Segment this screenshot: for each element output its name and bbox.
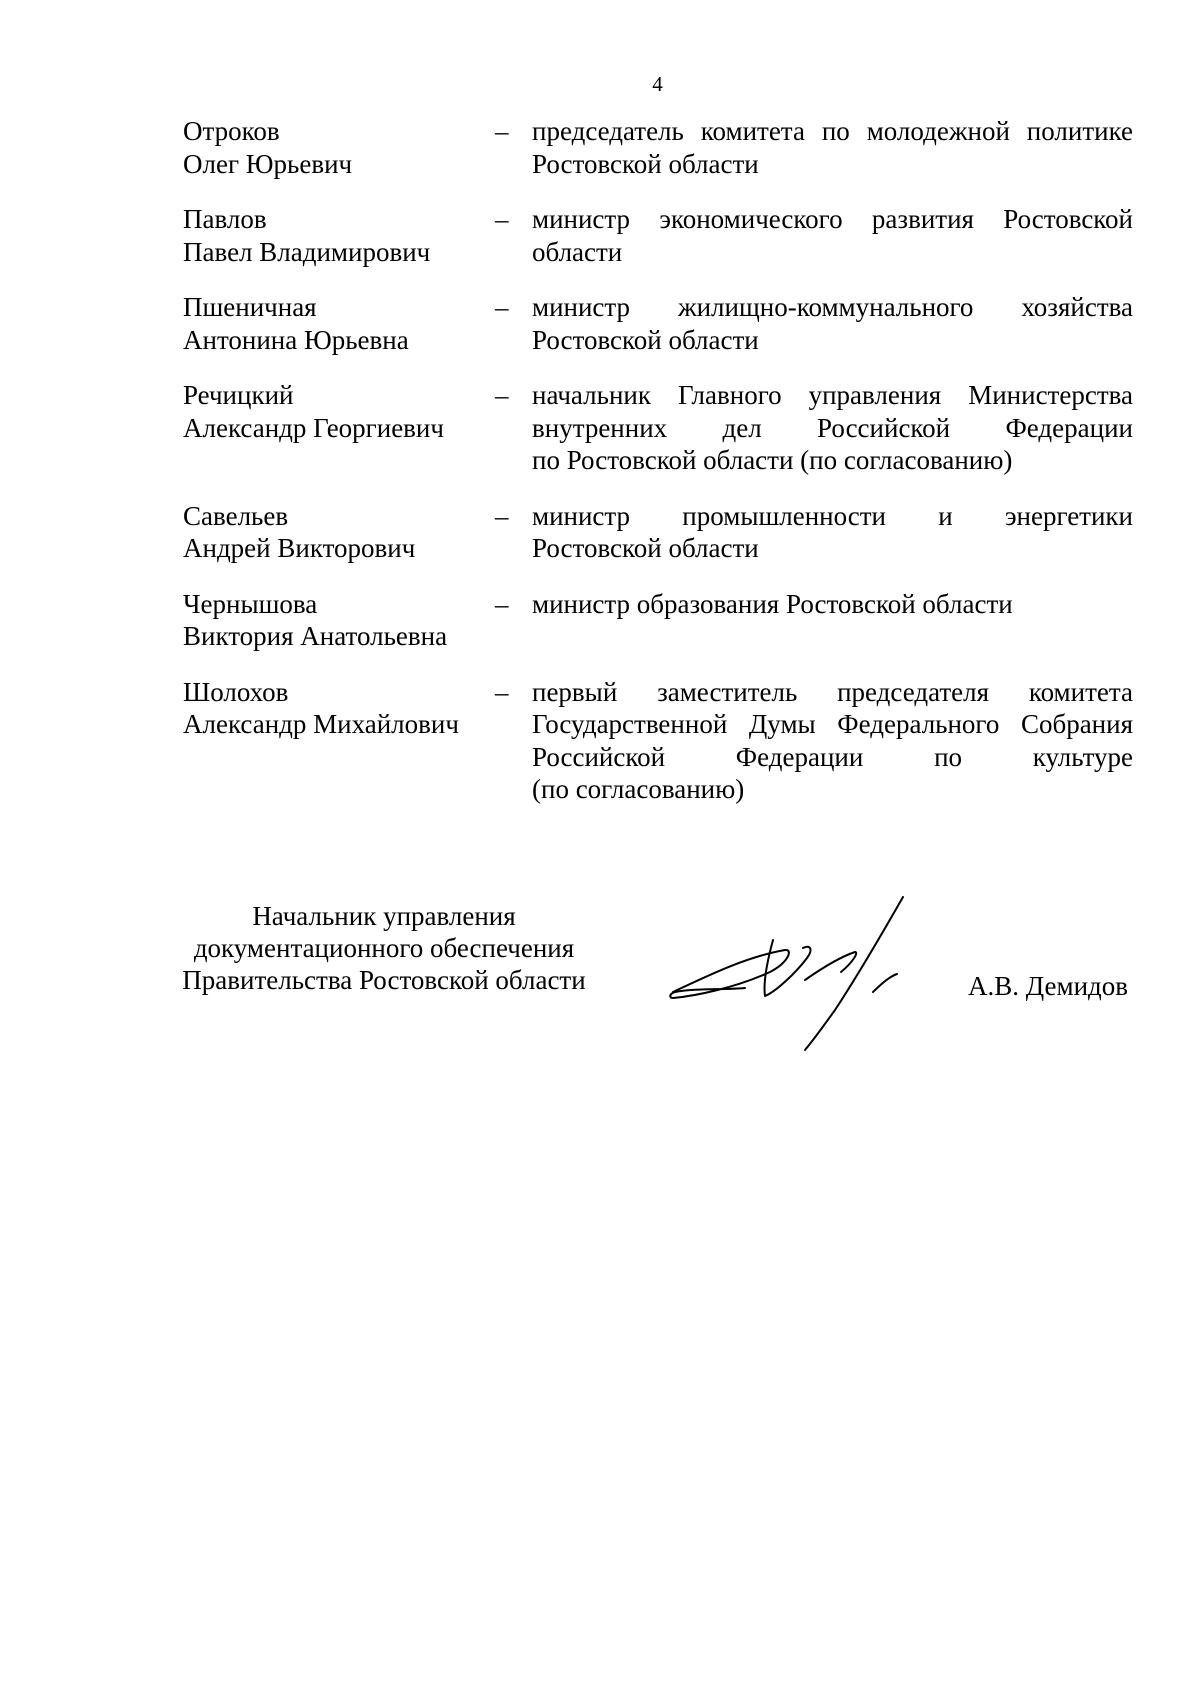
member-dash: – [495, 292, 509, 322]
member-role-line: первый заместитель председателя комитета [532, 676, 1133, 707]
member-dash: – [495, 380, 509, 410]
member-dash: – [495, 116, 509, 146]
member-entry [183, 115, 1133, 180]
member-surname: Пшеничная [183, 292, 317, 322]
member-role [532, 676, 1133, 806]
member-person [183, 203, 495, 268]
signer-position-line: Правительства Ростовской области [182, 965, 586, 995]
member-person [183, 588, 495, 653]
member-role-line: Ростовской области [532, 148, 759, 179]
member-entry [183, 500, 1133, 565]
member-dash: – [495, 204, 509, 234]
page-number: 4 [652, 72, 663, 96]
member-role-line: председатель комитета по молодежной политике [532, 116, 1133, 146]
member-role [532, 588, 1133, 653]
signature-stroke [873, 974, 897, 992]
member-role-line: (по согласованию) [532, 774, 745, 804]
member-role-line: министр жилищно-коммунального хозяйства [532, 292, 1133, 322]
member-name: Александр Георгиевич [183, 412, 444, 443]
member-surname: Чернышова [183, 588, 318, 619]
member-role [532, 379, 1133, 477]
signer-position [166, 900, 602, 996]
member-name: Олег Юрьевич [183, 148, 353, 179]
member-person [183, 676, 495, 806]
member-name: Антонина Юрьевна [183, 324, 409, 355]
signer-position-line: документационного обеспечения [193, 933, 575, 963]
member-surname: Павлов [183, 204, 267, 234]
member-person [183, 115, 495, 180]
signature-stroke [805, 952, 856, 980]
member-surname: Шолохов [183, 676, 289, 707]
member-dash: – [495, 588, 509, 619]
member-role [532, 203, 1133, 268]
member-role-line: министр промышленности и энергетики [532, 500, 1133, 531]
member-entry [183, 676, 1133, 806]
member-role-line: Ростовской области [532, 533, 759, 563]
member-role-line: начальник Главного управления Министерства [532, 380, 1133, 410]
member-name: Андрей Викторович [183, 533, 416, 563]
member-person [183, 291, 495, 356]
member-dash: – [495, 676, 509, 707]
member-role-line: министр образования Ростовской области [532, 588, 1013, 619]
signer-name: А.В. Демидов [968, 971, 1129, 1001]
signer-position-line: Начальник управления [252, 901, 516, 931]
member-role [532, 291, 1133, 356]
member-dash: – [495, 500, 509, 531]
member-role [532, 500, 1133, 565]
member-surname: Отроков [183, 116, 280, 146]
signature-stroke [670, 950, 789, 998]
member-name: Павел Владимирович [183, 236, 431, 267]
signature-stroke [805, 897, 903, 1050]
member-role [532, 115, 1133, 180]
member-role-line: по Ростовской области (по согласованию) [532, 445, 1013, 475]
member-role-line: Ростовской области [532, 324, 759, 355]
member-person [183, 500, 495, 565]
members-list [183, 115, 1133, 829]
signature-block [0, 900, 1200, 1080]
member-role-line: области [532, 236, 623, 267]
member-entry [183, 588, 1133, 653]
member-name: Виктория Анатольевна [183, 621, 448, 651]
member-role-line: министр экономического развития Ростовской [532, 204, 1133, 234]
member-surname: Савельев [183, 500, 289, 531]
handwritten-signature [665, 892, 935, 1052]
member-entry [183, 379, 1133, 477]
member-entry [183, 291, 1133, 356]
member-role-line: Российской Федерации по культуре [532, 741, 1133, 772]
member-role-line: внутренних дел Российской Федерации [532, 412, 1133, 443]
signature-stroke [764, 940, 810, 996]
member-person [183, 379, 495, 477]
member-role-line: Государственной Думы Федерального Собрания [532, 709, 1133, 739]
member-name: Александр Михайлович [183, 709, 459, 739]
member-surname: Речицкий [183, 380, 294, 410]
member-entry [183, 203, 1133, 268]
